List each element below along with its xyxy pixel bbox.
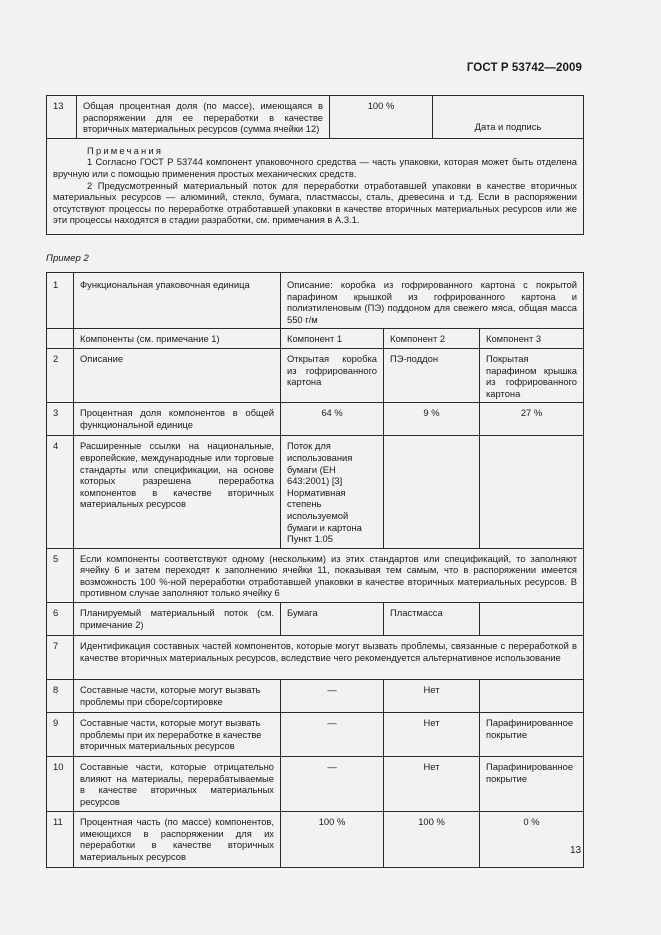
page-number: 13 bbox=[570, 845, 582, 856]
component-2-cell bbox=[384, 436, 480, 548]
component-2-header: Компонент 2 bbox=[384, 329, 480, 349]
table-row bbox=[47, 680, 584, 713]
row-number: 8 bbox=[47, 680, 74, 713]
signature-cell: Дата и подпись bbox=[433, 96, 584, 139]
row-label: Планируемый материальный поток (см. примечание 2) bbox=[74, 603, 281, 636]
table-row bbox=[47, 329, 584, 349]
row-label: Процентная доля компонентов в общей функциональной единице bbox=[74, 403, 281, 436]
row-number: 10 bbox=[47, 757, 74, 812]
row-number: 1 bbox=[47, 273, 74, 329]
row-label: Составные части, которые могут вызвать проблемы при сборе/сортировке bbox=[74, 680, 281, 713]
table-row bbox=[47, 636, 584, 680]
table-row bbox=[47, 713, 584, 757]
example-table bbox=[46, 272, 584, 868]
row-number: 11 bbox=[47, 812, 74, 868]
table-continuation bbox=[46, 95, 584, 235]
table-row bbox=[47, 436, 584, 548]
table-row bbox=[47, 403, 584, 436]
component-2-cell: ПЭ-поддон bbox=[384, 348, 480, 402]
component-1-cell: — bbox=[281, 713, 384, 757]
row-number: 4 bbox=[47, 436, 74, 548]
component-3-cell: Парафинированное покрытие bbox=[480, 713, 584, 757]
row-instruction: Идентификация составных частей компонентов, которые могут вызвать проблемы, связанные с переработкой в качестве вторичных материальных ресурсов, вследствие чего рекомендуется альтернативное использование bbox=[74, 636, 584, 680]
row-label: Процентная часть (по массе) компонентов, имеющихся в распоряжении для их переработки в качестве вторичных материальных ресурсов bbox=[74, 812, 281, 868]
component-1-cell: 100 % bbox=[281, 812, 384, 868]
component-3-header: Компонент 3 bbox=[480, 329, 584, 349]
component-3-cell bbox=[480, 436, 584, 548]
component-1-cell: Бумага bbox=[281, 603, 384, 636]
component-1-cell: Открытая коробка из гофрированного картона bbox=[281, 348, 384, 402]
notes-title: Примечания bbox=[87, 144, 164, 156]
table-row bbox=[47, 603, 584, 636]
row-number: 6 bbox=[47, 603, 74, 636]
row-number: 7 bbox=[47, 636, 74, 680]
component-2-cell: Нет bbox=[384, 757, 480, 812]
component-1-cell: 64 % bbox=[281, 403, 384, 436]
row-instruction: Если компоненты соответствуют одному (нескольким) из этих стандартов или спецификаций, то заполняют ячейку 6 и затем переходят к заполнению ячейки 11, показывая тем самым, что в распоряжении имеется возможность 100 %-ной переработки отработавшей упаковки в качестве вторичных материальных ресурсов. В противном случае заполняют только ячейку 6 bbox=[74, 548, 584, 602]
component-2-cell: Нет bbox=[384, 713, 480, 757]
component-3-cell: Парафинированное покрытие bbox=[480, 757, 584, 812]
row-label: Описание bbox=[74, 348, 281, 402]
component-3-cell bbox=[480, 680, 584, 713]
component-2-cell: 100 % bbox=[384, 812, 480, 868]
row-value: 100 % bbox=[330, 96, 433, 139]
component-1-cell: — bbox=[281, 680, 384, 713]
table-row bbox=[47, 757, 584, 812]
notes-cell bbox=[47, 138, 584, 234]
component-1-cell: Поток для использования бумаги (ЕН 643:2001) [3] Нормативная степень используемой бумаги и картона Пункт 1.05 bbox=[281, 436, 384, 548]
row-label: Функциональная упаковочная единица bbox=[74, 273, 281, 329]
component-3-cell: Покрытая парафином крышка из гофрированного картона bbox=[480, 348, 584, 402]
empty-cell bbox=[47, 329, 74, 349]
row-label: Составные части, которые могут вызвать проблемы при их переработке в качестве вторичных материальных ресурсов bbox=[74, 713, 281, 757]
unit-description: Описание: коробка из гофрированного картона с покрытой парафином крышкой из гофрированного картона и полиэтиленовым (ПЭ) поддоном для свежего мяса, общая масса 550 г/м bbox=[281, 273, 584, 329]
component-3-cell: 0 % bbox=[480, 812, 584, 868]
component-2-cell: Пластмасса bbox=[384, 603, 480, 636]
row-number: 13 bbox=[47, 96, 77, 139]
row-number: 2 bbox=[47, 348, 74, 402]
component-1-header: Компонент 1 bbox=[281, 329, 384, 349]
table-row bbox=[47, 96, 584, 139]
table-row bbox=[47, 273, 584, 329]
component-3-cell: 27 % bbox=[480, 403, 584, 436]
note-2: 2 Предусмотренный материальный поток для переработки отработавшей упаковки в качестве вторичных материальных ресурсов — алюминий, стекло, бумага, пластмассы, сталь, древесина и т.д. Если в распоряжении отсутствуют процессы по переработке отработавшей упаковки в качестве вторичных материальных ресурсов или же эти процессы находятся в стадии разработки, см. примечания в А.3.1. bbox=[53, 179, 577, 226]
row-label: Составные части, которые отрицательно влияют на материалы, перерабатываемые в качестве вторичных материальных ресурсов bbox=[74, 757, 281, 812]
note-1: 1 Согласно ГОСТ Р 53744 компонент упаковочного средства — часть упаковки, которая может быть отделена вручную или с помощью применения простых механических средств. bbox=[53, 156, 577, 179]
row-number: 3 bbox=[47, 403, 74, 436]
row-number: 5 bbox=[47, 548, 74, 602]
table-row bbox=[47, 348, 584, 402]
example-label: Пример 2 bbox=[46, 253, 89, 264]
table-row bbox=[47, 548, 584, 602]
row-label: Общая процентная доля (по массе), имеющаяся в распоряжении для ее переработки в качестве вторичных материальных ресурсов (сумма ячейки 12) bbox=[77, 96, 330, 139]
row-label: Расширенные ссылки на национальные, европейские, международные или торговые стандарты или спецификации, на основе которых разрешена переработка компонентов в качестве вторичных материальных ресурсов bbox=[74, 436, 281, 548]
component-1-cell: — bbox=[281, 757, 384, 812]
components-label: Компоненты (см. примечание 1) bbox=[74, 329, 281, 349]
component-3-cell bbox=[480, 603, 584, 636]
component-2-cell: Нет bbox=[384, 680, 480, 713]
component-2-cell: 9 % bbox=[384, 403, 480, 436]
table-row bbox=[47, 812, 584, 868]
row-number: 9 bbox=[47, 713, 74, 757]
document-standard-header: ГОСТ Р 53742—2009 bbox=[466, 62, 582, 74]
notes-row bbox=[47, 138, 584, 234]
